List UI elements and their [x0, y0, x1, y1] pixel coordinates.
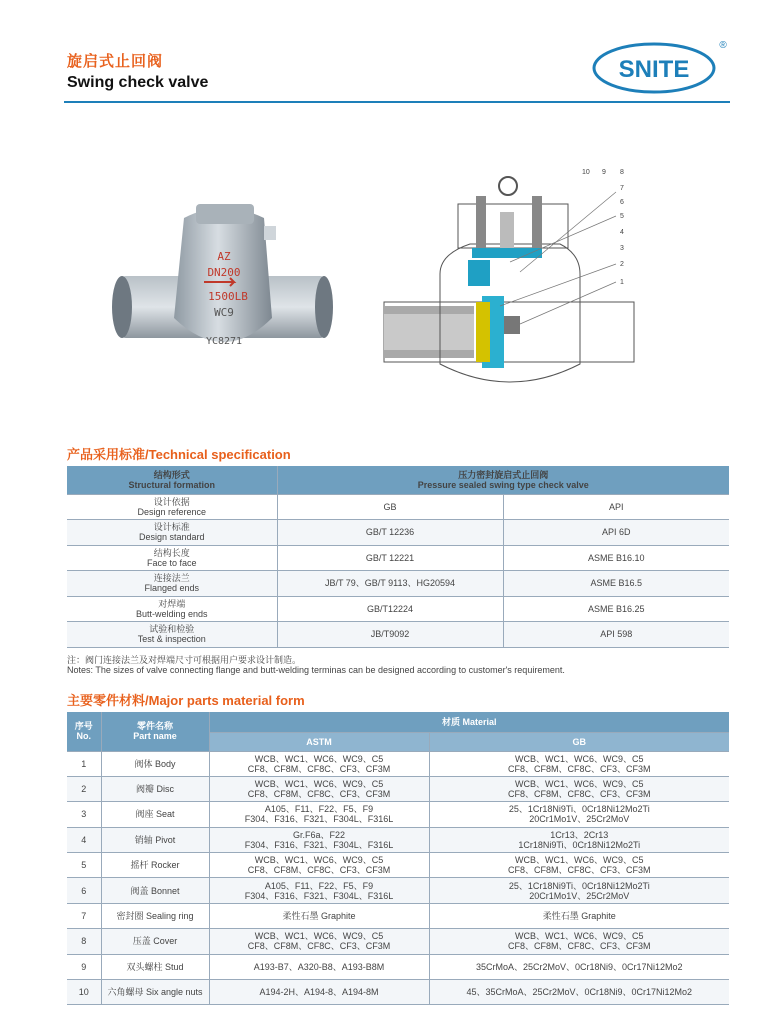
- spec-item: [67, 571, 277, 597]
- part-name: 密封圈 Sealing ring: [101, 903, 209, 928]
- part-astm-line: WCB、WC1、WC6、WC9、C5: [254, 779, 384, 790]
- spec-item-cn: 设计标准: [153, 522, 190, 533]
- spec-api-value: ASME B16.5: [503, 571, 729, 597]
- part-gb: [429, 878, 729, 903]
- spec-gb-value: GB/T 12236: [277, 520, 503, 546]
- spec-row: [67, 520, 729, 546]
- part-astm: [209, 980, 429, 1005]
- part-no: 5: [67, 853, 101, 878]
- part-gb: [429, 980, 729, 1005]
- parts-table: [67, 712, 729, 1005]
- marking-class: 1500LB: [208, 290, 248, 303]
- part-no: 1: [67, 751, 101, 776]
- part-astm: [209, 954, 429, 979]
- valve-photo: [112, 198, 334, 368]
- part-astm-line: F304、F316、F321、F304L、F316L: [244, 814, 394, 825]
- spec-item-cn: 试验和检验: [149, 624, 195, 635]
- part-gb-line: 1Cr18Ni9Ti、0Cr18Ni12Mo2Ti: [518, 839, 641, 850]
- spec-gb-value: JB/T 79、GB/T 9113、HG20594: [277, 571, 503, 597]
- callout-2: 2: [620, 261, 624, 268]
- callout-5: 5: [620, 213, 624, 220]
- spec-item-cn: 连接法兰: [153, 573, 190, 584]
- spec-header-structure: 结构形式 Structural formation: [67, 466, 277, 494]
- part-no: 6: [67, 878, 101, 903]
- part-gb-line: CF8、CF8M、CF8C、CF3、CF3M: [508, 865, 651, 876]
- callout-8: 8: [620, 169, 624, 176]
- part-name: 双头螺柱 Stud: [101, 954, 209, 979]
- spec-item: [67, 596, 277, 622]
- part-no: 3: [67, 802, 101, 827]
- spec-note-cn: 注：阀门连接法兰及对焊端尺寸可根据用户要求设计制造。: [67, 655, 302, 665]
- part-astm-line: A193-B7、A320-B8、A193-B8M: [253, 961, 385, 972]
- spec-item-en: Face to face: [146, 557, 197, 568]
- part-astm-line: WCB、WC1、WC6、WC9、C5: [254, 931, 384, 942]
- part-gb-line: 20Cr1Mo1V、25Cr2MoV: [529, 814, 630, 825]
- spec-item-en: Design reference: [137, 506, 207, 517]
- spec-gb-value: GB/T12224: [277, 596, 503, 622]
- part-gb: [429, 751, 729, 776]
- part-astm: [209, 903, 429, 928]
- parts-row: [67, 929, 729, 954]
- valve-section-drawing: [380, 164, 642, 402]
- part-astm-line: WCB、WC1、WC6、WC9、C5: [254, 855, 384, 866]
- parts-header-name: 零件名称 Part name: [101, 712, 209, 751]
- snite-logo: [590, 36, 730, 98]
- callout-3: 3: [620, 245, 624, 252]
- part-name: 摇杆 Rocker: [101, 853, 209, 878]
- spec-item-en: Butt-welding ends: [135, 608, 208, 619]
- callout-7: 7: [620, 185, 624, 192]
- part-no: 9: [67, 954, 101, 979]
- part-astm: [209, 827, 429, 852]
- marking-model: YC8271: [205, 336, 243, 347]
- marking-material: WC9: [214, 306, 234, 319]
- callout-4: 4: [620, 229, 624, 236]
- part-gb: [429, 827, 729, 852]
- spec-item-en: Test & inspection: [137, 634, 206, 645]
- spec-item: [67, 622, 277, 648]
- part-gb: [429, 903, 729, 928]
- part-astm-line: WCB、WC1、WC6、WC9、C5: [254, 753, 384, 764]
- part-name: 阀瓣 Disc: [101, 776, 209, 801]
- marking-az: AZ: [217, 250, 231, 263]
- spec-api-value: ASME B16.25: [503, 596, 729, 622]
- part-no: 10: [67, 980, 101, 1005]
- spec-row: [67, 494, 729, 520]
- spec-header-row: [67, 466, 729, 494]
- parts-header-gb: GB: [429, 732, 729, 751]
- part-astm-line: Gr.F6a、F22: [292, 829, 346, 840]
- spec-item-cn: 结构长度: [153, 547, 190, 558]
- spec-item: [67, 494, 277, 520]
- spec-section-title: 产品采用标准/Technical specification: [67, 447, 291, 462]
- parts-row: [67, 827, 729, 852]
- parts-section-title: 主要零件材料/Major parts material form: [67, 693, 305, 708]
- part-no: 2: [67, 776, 101, 801]
- parts-row: [67, 802, 729, 827]
- part-gb-line: WCB、WC1、WC6、WC9、C5: [515, 779, 644, 790]
- registered-mark: ®: [719, 40, 727, 51]
- part-name: 阀座 Seat: [101, 802, 209, 827]
- part-astm-line: A194-2H、A194-8、A194-8M: [259, 987, 379, 998]
- part-gb-line: WCB、WC1、WC6、WC9、C5: [515, 753, 644, 764]
- callout-6: 6: [620, 199, 624, 206]
- part-gb-line: 柔性石墨 Graphite: [542, 911, 616, 922]
- callout-10: 10: [582, 169, 590, 176]
- spec-api-value: API: [503, 494, 729, 520]
- spec-item-en: Design standard: [138, 532, 205, 543]
- part-gb-line: 35CrMoA、25Cr2MoV、0Cr18Ni9、0Cr17Ni12Mo2: [475, 961, 683, 972]
- part-astm-line: A105、F11、F22、F5、F9: [264, 804, 374, 815]
- part-astm-line: CF8、CF8M、CF8C、CF3、CF3M: [247, 865, 391, 876]
- spec-table: [67, 466, 729, 648]
- part-name: 销轴 Pivot: [101, 827, 209, 852]
- callout-9: 9: [602, 169, 606, 176]
- part-astm-line: F304、F316、F321、F304L、F316L: [244, 839, 394, 850]
- part-astm-line: A105、F11、F22、F5、F9: [264, 880, 374, 891]
- spec-header-valve-type: 压力密封旋启式止回阀 Pressure sealed swing type check valve: [277, 466, 729, 494]
- part-name: 阀盖 Bonnet: [101, 878, 209, 903]
- part-gb-line: 45、35CrMoA、25Cr2MoV、0Cr18Ni9、0Cr17Ni12Mo2: [466, 987, 693, 998]
- spec-row: [67, 545, 729, 571]
- spec-gb-value: JB/T9092: [277, 622, 503, 648]
- spec-api-value: API 6D: [503, 520, 729, 546]
- part-astm: [209, 802, 429, 827]
- part-gb-line: CF8、CF8M、CF8C、CF3、CF3M: [508, 941, 651, 952]
- part-astm-line: CF8、CF8M、CF8C、CF3、CF3M: [247, 941, 391, 952]
- part-astm: [209, 776, 429, 801]
- part-no: 4: [67, 827, 101, 852]
- part-gb-line: WCB、WC1、WC6、WC9、C5: [515, 931, 644, 942]
- part-gb-line: WCB、WC1、WC6、WC9、C5: [515, 855, 644, 866]
- part-name: 阀体 Body: [101, 751, 209, 776]
- parts-header-material: 材质 Material: [209, 712, 729, 732]
- spec-item-cn: 对焊端: [158, 598, 186, 609]
- part-gb-line: 1Cr13、2Cr13: [550, 829, 609, 840]
- part-astm: [209, 751, 429, 776]
- part-gb: [429, 853, 729, 878]
- parts-row: [67, 853, 729, 878]
- parts-header-astm: ASTM: [209, 732, 429, 751]
- page-title-cn: 旋启式止回阀: [67, 53, 164, 70]
- part-name: 六角螺母 Six angle nuts: [101, 980, 209, 1005]
- part-gb: [429, 776, 729, 801]
- spec-note-en: Notes: The sizes of valve connecting flange and butt-welding terminas can be designed according to customer's requirement.: [67, 665, 565, 675]
- part-no: 8: [67, 929, 101, 954]
- part-astm: [209, 929, 429, 954]
- spec-item-en: Flanged ends: [144, 583, 200, 594]
- parts-row: [67, 751, 729, 776]
- part-name: 压盖 Cover: [101, 929, 209, 954]
- part-gb-line: 25、1Cr18Ni9Ti、0Cr18Ni12Mo2Ti: [508, 804, 650, 815]
- part-gb: [429, 802, 729, 827]
- part-gb-line: 20Cr1Mo1V、25Cr2MoV: [529, 890, 630, 901]
- marking-dn: DN200: [207, 266, 241, 279]
- parts-row: [67, 980, 729, 1005]
- parts-header-no: 序号 No.: [67, 712, 101, 751]
- parts-header-row-1: [67, 712, 729, 732]
- part-astm: [209, 878, 429, 903]
- part-astm-line: 柔性石墨 Graphite: [282, 911, 356, 922]
- part-gb-line: CF8、CF8M、CF8C、CF3、CF3M: [508, 763, 651, 774]
- spec-item: [67, 545, 277, 571]
- spec-gb-value: GB: [277, 494, 503, 520]
- part-gb-line: CF8、CF8M、CF8C、CF3、CF3M: [508, 789, 651, 800]
- brand-text: SNITE: [618, 56, 690, 83]
- spec-row: [67, 571, 729, 597]
- spec-api-value: API 598: [503, 622, 729, 648]
- parts-row: [67, 878, 729, 903]
- parts-row: [67, 903, 729, 928]
- part-astm-line: F304、F316、F321、F304L、F316L: [244, 890, 394, 901]
- part-gb: [429, 954, 729, 979]
- part-astm-line: CF8、CF8M、CF8C、CF3、CF3M: [247, 789, 391, 800]
- part-astm: [209, 853, 429, 878]
- parts-row: [67, 954, 729, 979]
- spec-row: [67, 622, 729, 648]
- header-divider: [64, 101, 730, 103]
- spec-api-value: ASME B16.10: [503, 545, 729, 571]
- spec-item-cn: 设计依据: [153, 496, 190, 507]
- part-astm-line: CF8、CF8M、CF8C、CF3、CF3M: [247, 763, 391, 774]
- part-gb: [429, 929, 729, 954]
- spec-gb-value: GB/T 12221: [277, 545, 503, 571]
- callout-1: 1: [620, 279, 624, 286]
- page-title-en: Swing check valve: [67, 74, 209, 91]
- parts-row: [67, 776, 729, 801]
- spec-row: [67, 596, 729, 622]
- spec-item: [67, 520, 277, 546]
- part-no: 7: [67, 903, 101, 928]
- part-gb-line: 25、1Cr18Ni9Ti、0Cr18Ni12Mo2Ti: [508, 880, 650, 891]
